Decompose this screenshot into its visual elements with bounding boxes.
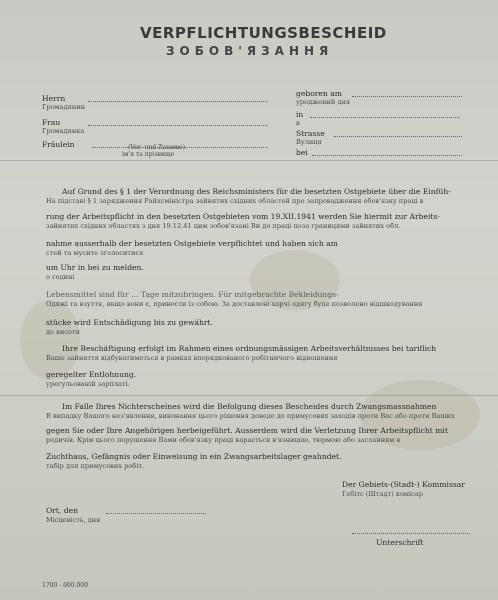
- field-label-frau-ua: Громадянка: [42, 127, 85, 135]
- body-line-7-ua: Ваше зайняття відбуватиметься в рамках впорядкованого робітничого відношення: [46, 354, 338, 362]
- ort-field: [106, 513, 206, 514]
- body-line-9-de: Im Falle Ihres Nichterscheines wird die Befolgung dieses Bescheides durch Zwangsmassnahmen: [62, 402, 437, 411]
- doc-title-de: VERPFLICHTUNGSBESCHEID: [140, 24, 387, 42]
- field-label-geboren: geboren am: [296, 89, 342, 98]
- field-label-herrn: Herrn: [42, 94, 66, 103]
- body-line-4-ua: о годині: [46, 273, 75, 281]
- body-line-8-de: geregelter Entlohnung.: [46, 370, 137, 379]
- body-line-3-ua: стей та мусите зголоситися: [46, 249, 144, 257]
- herrn-field: [88, 101, 268, 102]
- ort-label-ua: Місцевість, дня: [46, 516, 101, 524]
- doc-title-ua: ЗОБОВ'ЯЗАННЯ: [166, 44, 334, 58]
- body-line-11-ua: табір для примусових робіт.: [46, 462, 145, 470]
- frau-field: [88, 125, 268, 126]
- fold-crease: [0, 160, 498, 161]
- body-line-10-de: gegen Sie oder Ihre Angehörigen herbeigeführt. Ausserdem wird die Verletzung Ihrer Arbeitspflicht mit: [46, 426, 448, 435]
- field-label-strasse: Strasse: [296, 129, 325, 138]
- body-line-3-de: nahme ausserhalb der besetzten Ostgebiete verpflichtet und haben sich am: [46, 239, 338, 248]
- in-field: [310, 117, 460, 118]
- ort-label: Ort, den: [46, 506, 78, 515]
- geboren-field: [352, 96, 462, 97]
- stain: [20, 300, 80, 380]
- body-line-7-de: Ihre Beschäftigung erfolgt im Rahmen eines ordnungsmässigen Arbeitsverhältnisses bei tariflich: [62, 344, 437, 353]
- body-line-1-ua: На підставі § 1 зарядження Райхсміністра зайнятих східних областей про запровадження обов'язку праці в: [46, 197, 424, 205]
- body-line-5-de: Lebensmittel sind für … Tage mitzubringen. Für mitgebrachte Bekleidungs-: [46, 290, 339, 299]
- body-line-10-ua: родичів. Крім цього порушення Вами обов'язку праці карається в'язницею, тюрмою або засланням в: [46, 436, 401, 444]
- body-line-5-ua: Одяжі та взуття, якщо вони є, принести із собою. За доставлені харчі одягу буде позволено відшкодування: [46, 300, 423, 308]
- strasse-field: [334, 136, 462, 137]
- signature-line: [352, 533, 470, 534]
- field-label-in-ua: в: [296, 119, 300, 127]
- signature-label: Unterschrift: [376, 538, 424, 547]
- body-line-6-ua: до висоти: [46, 328, 80, 336]
- field-label-bei: bei: [296, 148, 308, 157]
- field-label-in: in: [296, 110, 304, 119]
- field-label-herrn-ua: Громадянин: [42, 103, 86, 111]
- body-line-4-de: um Uhr in bei zu melden.: [46, 263, 144, 272]
- field-label-fraeulein: Fräulein: [42, 140, 75, 149]
- print-code: 1700 - 600.000: [42, 582, 88, 589]
- body-line-9-ua: В випадку Вашого нез'явлення, виконання цього рішення доведе до примусових заходів проти Вас або проти Ваших: [46, 412, 455, 420]
- field-label-geboren-ua: уроджений дня: [296, 98, 350, 106]
- body-line-1-de: Auf Grund des § 1 der Verordnung des Reichsministers für die besetzten Ostgebiete über die Einfüh-: [62, 187, 451, 196]
- fold-crease: [0, 395, 498, 396]
- issuer-de: Der Gebiets-(Stadt-) Kommissar: [342, 480, 465, 489]
- name-hint-ua: ім'я та прізвище: [122, 151, 175, 158]
- body-line-11-de: Zuchthaus, Gefängnis oder Einweisung in ein Zwangsarbeitslager geahndet.: [46, 452, 342, 461]
- body-line-6-de: stücke wird Entschädigung bis zu gewährt.: [46, 318, 213, 327]
- body-line-8-ua: урегульованій зарплаті.: [46, 380, 130, 388]
- field-label-frau: Frau: [42, 118, 61, 127]
- bei-field: [312, 155, 462, 156]
- field-label-strasse-ua: Вулиця: [296, 138, 322, 146]
- issuer-ua: Гебітс (Штадт) комісар: [342, 490, 424, 498]
- body-line-2-de: rung der Arbeitspflicht in den besetzten Ostgebieten vom 19.XII.1941 werden Sie hiermit zur Arbeits-: [46, 212, 440, 221]
- name-hint-de: (Vor- und Zuname): [128, 144, 186, 151]
- body-line-2-ua: зайнятих східних областях з дня 19.12.41 цим зобов'язані Ви до праці поза границями зайнятих обл.: [46, 222, 401, 230]
